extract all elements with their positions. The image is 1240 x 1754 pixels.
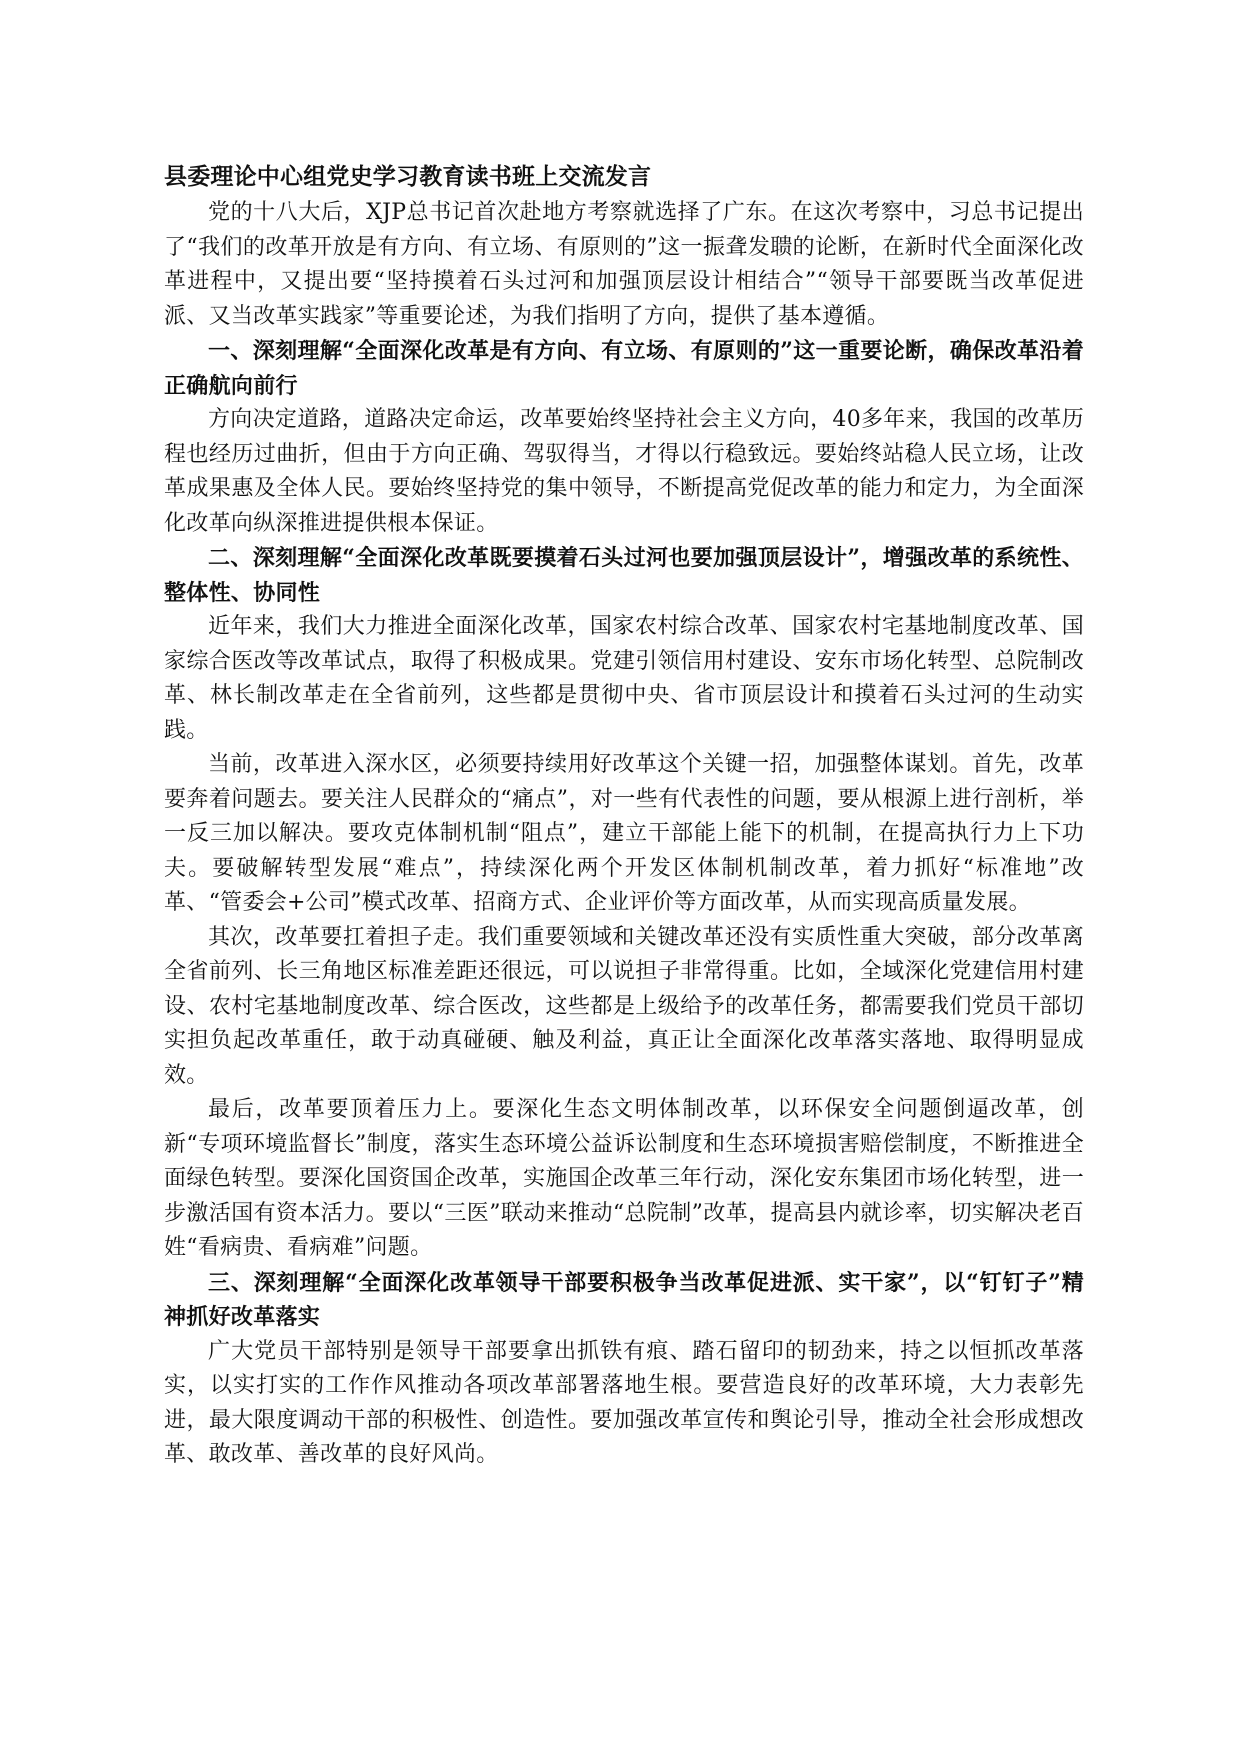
- section-1: [164, 334, 1084, 541]
- section-heading: 一、深刻理解“全面深化改革是有方向、有立场、有原则的”这一重要论断，确保改革沿着正确航向前行: [164, 338, 1084, 399]
- section-paragraph: 最后，改革要顶着压力上。要深化生态文明体制改革，以环保安全问题倒逼改革，创新“专项环境监督长”制度，落实生态环境公益诉讼制度和生态环境损害赔偿制度，不断推进全面绿色转型。要深化国资国企改革，实施国企改革三年行动，深化安东集团市场化转型，进一步激活国有资本活力。要以“三医”联动来推动“总院制”改革，提高县内就诊率，切实解决老百姓“看病贵、看病难”问题。: [164, 1097, 1084, 1260]
- section-3: [164, 1266, 1084, 1473]
- section-2: [164, 541, 1084, 1266]
- section-paragraph: 广大党员干部特别是领导干部要拿出抓铁有痕、踏石留印的韧劲来，持之以恒抓改革落实，以实打实的工作作风推动各项改革部署落地生根。要营造良好的改革环境，大力表彰先进，最大限度调动干部的积极性、创造性。要加强改革宣传和舆论引导，推动全社会形成想改革、敢改革、善改革的良好风尚。: [164, 1338, 1084, 1467]
- section-heading: 二、深刻理解“全面深化改革既要摸着石头过河也要加强顶层设计”，增强改革的系统性、整体性、协同性: [164, 545, 1084, 606]
- intro-paragraph: 党的十八大后，XJP总书记首次赴地方考察就选择了广东。在这次考察中，习总书记提出了“我们的改革开放是有方向、有立场、有原则的”这一振聋发聩的论断，在新时代全面深化改革进程中，又提出要“坚持摸着石头过河和加强顶层设计相结合”“领导干部要既当改革促进派、又当改革实践家”等重要论述，为我们指明了方向，提供了基本遵循。: [164, 200, 1084, 329]
- section-heading: 三、深刻理解“全面深化改革领导干部要积极争当改革促进派、实干家”，以“钉钉子”精神抓好改革落实: [164, 1269, 1084, 1330]
- document-body: [164, 160, 1084, 1473]
- section-paragraph: 方向决定道路，道路决定命运，改革要始终坚持社会主义方向，40多年来，我国的改革历程也经历过曲折，但由于方向正确、驾驭得当，才得以行稳致远。要始终站稳人民立场，让改革成果惠及全体人民。要始终坚持党的集中领导，不断提高党促改革的能力和定力，为全面深化改革向纵深推进提供根本保证。: [164, 407, 1084, 536]
- section-paragraph: 当前，改革进入深水区，必须要持续用好改革这个关键一招，加强整体谋划。首先，改革要奔着问题去。要关注人民群众的“痛点”，对一些有代表性的问题，要从根源上进行剖析，举一反三加以解决。要攻克体制机制“阻点”，建立干部能上能下的机制，在提高执行力上下功夫。要破解转型发展“难点”，持续深化两个开发区体制机制改革，着力抓好“标准地”改革、“管委会+公司”模式改革、招商方式、企业评价等方面改革，从而实现高质量发展。: [164, 752, 1084, 915]
- document-title: 县委理论中心组党史学习教育读书班上交流发言: [164, 163, 652, 190]
- section-paragraph: 近年来，我们大力推进全面深化改革，国家农村综合改革、国家农村宅基地制度改革、国家综合医改等改革试点，取得了积极成果。党建引领信用村建设、安东市场化转型、总院制改革、林长制改革走在全省前列，这些都是贯彻中央、省市顶层设计和摸着石头过河的生动实践。: [164, 614, 1084, 743]
- section-paragraph: 其次，改革要扛着担子走。我们重要领域和关键改革还没有实质性重大突破，部分改革离全省前列、长三角地区标准差距还很远，可以说担子非常得重。比如，全域深化党建信用村建设、农村宅基地制度改革、综合医改，这些都是上级给予的改革任务，都需要我们党员干部切实担负起改革重任，敢于动真碰硬、触及利益，真正让全面深化改革落实落地、取得明显成效。: [164, 924, 1084, 1088]
